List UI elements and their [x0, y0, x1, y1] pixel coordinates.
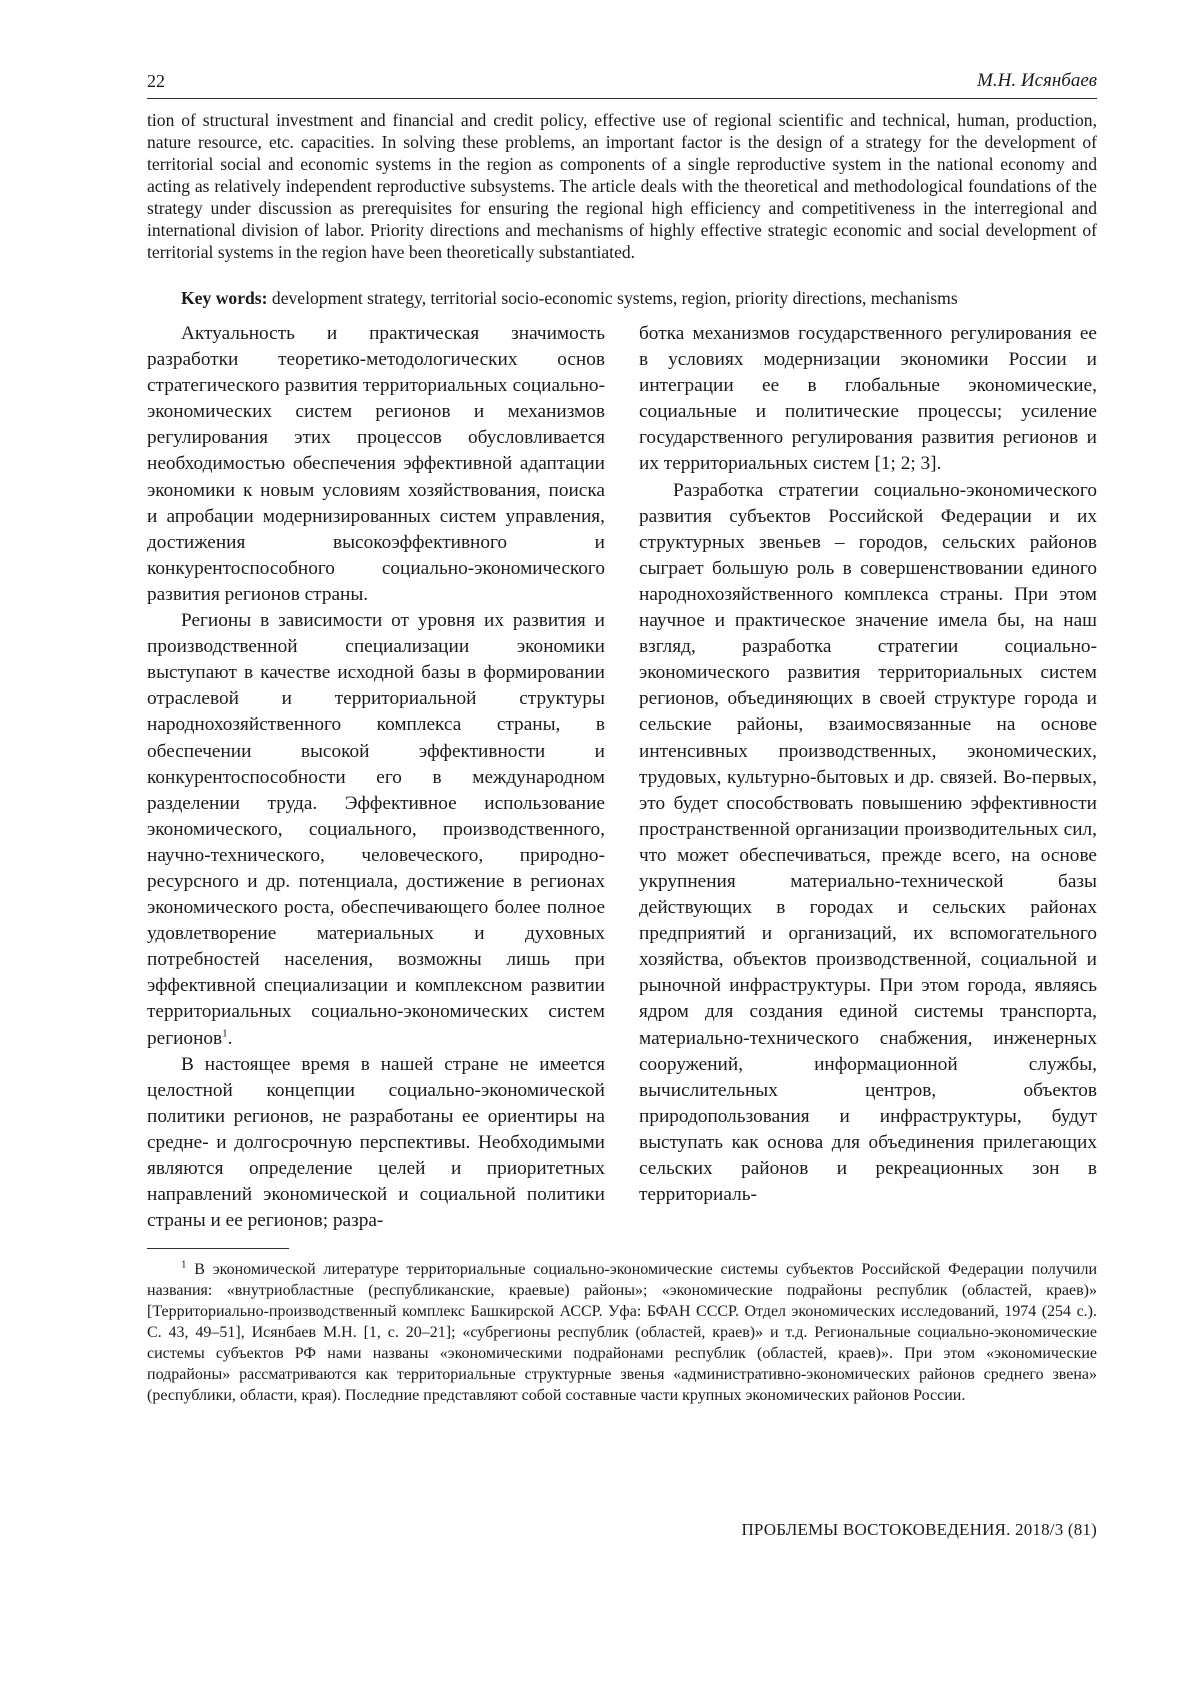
keywords-label: Key words: [181, 288, 268, 308]
page-number: 22 [147, 71, 165, 91]
abstract-text: tion of structural investment and financial and credit policy, effective use of regional scientific and technical, human, production, nature resource, etc. capacities. In solving these problems, an important factor is the design of a strategy for the development of territorial social and economic systems in the region as components of a single reproductive system in the national economy and acting as relatively independent reproductive subsystems. The article deals with the theoretical and methodological foundations of the strategy under discussion as prerequisites for ensuring the regional high efficiency and competitiveness in the interregional and international division of labor. Priority directions and mechanisms of highly effective strategic economic and social development of territorial systems in the region have been theoretically substantiated. [147, 110, 1097, 262]
page [147, 70, 1097, 1406]
body-columns [147, 321, 1097, 1234]
paragraph: В настоящее время в нашей стране не имеется целостной концепции социально-экономической политики регионов, не разработаны ее ориентиры на средне- и долгосрочную перспективы. Необходимыми являются определение целей и приоритетных направлений экономической и социальной политики страны и ее регионов; разра- [147, 1053, 605, 1232]
footnote-text: В экономической литературе территориальные социально-экономические системы субъектов Российской Федерации получили названия: «внутриобластные (республиканские, краевые) районы»; «экономические подрайоны республик (областей, краев)» [Территориально-производственный комплекс Башкирской АССР. Уфа: БФАН СССР. Отдел экономических исследований, 1974 (254 с.). С. 43, 49–51], Исянбаев М.Н. [1, с. 20–21]; «субрегионы республик (областей, краев)» и т.д. Региональные социально-экономические системы субъектов РФ нами названы «экономическими подрайонами республик (областей, краев)». При этом «экономические подрайоны» рассматриваются как территориальные структурные звенья «административно-экономических районов среднего звена» (республики, области, края). Последние представляют собой составные части крупных экономических районов России. [147, 1261, 1097, 1405]
left-column [147, 321, 605, 1234]
footnote [147, 1259, 1097, 1406]
paragraph: Регионы в зависимости от уровня их развития и производственной специализации экономики выступают в качестве исходной базы в формировании отраслевой и территориальной структуры народнохозяйственного комплекса страны, в обеспечении высокой эффективности и конкурентоспособности его в международном разделении труда. Эффективное использование экономического, социального, производственного, научно-технического, человеческого, природно-ресурсного и др. потенциала, достижение в регионах экономического роста, обеспечивающего более полное удовлетворение материальных и духовных потребностей населения, возможны лишь при эффективной специализации и комплексном развитии территориальных социально-экономических систем регионов$^1$. [147, 610, 605, 1049]
footnote-ref[interactable]: 1 [222, 1027, 228, 1040]
right-column [639, 321, 1097, 1234]
paragraph-text: Регионы в зависимости от уровня их развития и производственной специализации экономики выступают в качестве исходной базы в формировании отраслевой и территориальной структуры народнохозяйственного комплекса страны, в обеспечении высокой эффективности и конкурентоспособности его в международном разделении труда. Эффективное использование экономического, социального, производственного, научно-технического, человеческого, природно-ресурсного и др. потенциала, достижение в регионах экономического роста, обеспечивающего более полное удовлетворение материальных и духовных потребностей населения, возможны лишь при эффективной специализации и комплексном развитии территориальных социально-экономических систем регионов [147, 610, 605, 1049]
keywords-text: development strategy, territorial socio-economic systems, region, priority directions, mechanisms [271, 288, 958, 308]
footnote-number: 1 [181, 1258, 187, 1271]
footnote-divider [147, 1248, 289, 1249]
running-header [147, 70, 1097, 99]
running-author: М.Н. Исянбаев [977, 70, 1097, 91]
paragraph: ботка механизмов государственного регулирования ее в условиях модернизации экономики России и интеграции ее в глобальные экономические, социальные и политические процессы; усиление государственного регулирования развития регионов и их территориальных систем [1; 2; 3]. [639, 323, 1097, 475]
keywords [147, 287, 1097, 309]
journal-footer: ПРОБЛЕМЫ ВОСТОКОВЕДЕНИЯ. 2018/3 (81) [741, 1520, 1097, 1539]
paragraph: Разработка стратегии социально-экономического развития субъектов Российской Федерации и их структурных звеньев – городов, сельских районов сыграет большую роль в совершенствовании единого народнохозяйственного комплекса страны. При этом научное и практическое значение имела бы, на наш взгляд, разработка стратегии социально-экономического развития территориальных систем регионов, объединяющих в своей структуре города и сельские районы, взаимосвязанные на основе интенсивных производственных, экономических, трудовых, культурно-бытовых и др. связей. Во-первых, это будет способствовать повышению эффективности пространственной организации производительных сил, что может обеспечиваться, прежде всего, на основе укрупнения материально-технической базы действующих в городах и сельских районах предприятий и организаций, их вспомогательного хозяйства, объектов производственной, социальной и рыночной инфраструктуры. При этом города, являясь ядром для создания единой системы транспорта, материально-технического снабжения, инженерных сооружений, информационной службы, вычислительных центров, объектов природопользования и инфраструктуры, будут выступать как основа для объединения прилегающих сельских районов и рекреационных зон в территориаль- [639, 479, 1097, 1206]
paragraph: Актуальность и практическая значимость разработки теоретико-методологических основ стратегического развития территориальных социально-экономических систем регионов и механизмов регулирования этих процессов обусловливается необходимостью обеспечения эффективной адаптации экономики к новым условиям хозяйствования, поиска и апробации модернизированных систем управления, достижения высокоэффективного и конкурентоспособного социально-экономического развития регионов страны. [147, 323, 605, 605]
